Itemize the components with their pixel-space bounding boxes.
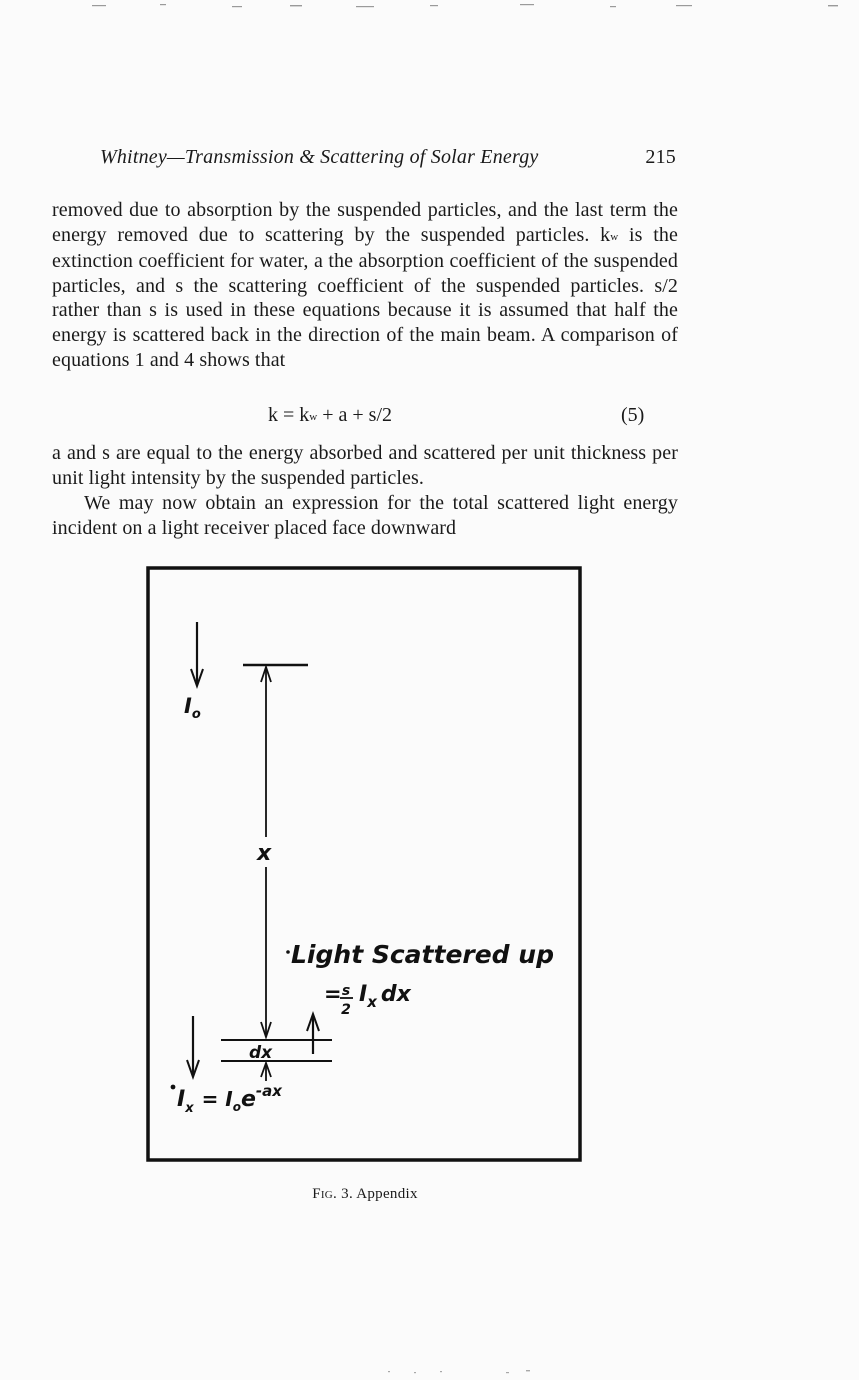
equation-body [268,404,392,427]
svg-text:s: s [341,983,351,999]
figure-diagram [145,565,583,1163]
equation-5 [52,404,678,432]
incident-arrow [191,622,203,686]
intensity-dot [171,1085,176,1090]
scatter-up-arrow [307,1014,319,1054]
paragraph-1-subscript: w [610,230,619,243]
equation-rhs: + a + s/2 [317,404,393,426]
svg-text:Ixdx: $I_x$ dx [359,982,411,1011]
paragraph-1-lead: removed due to absorption by the suspended particles, and the last term the energy removed due to scattering by the suspended particles. k [52,199,678,246]
figure-3 [145,565,583,1163]
running-header [100,146,680,176]
running-header-title: Whitney—Transmission & Scattering of Solar Energy [100,146,539,168]
incident-intensity-label: $I_o$ [184,694,201,722]
figure-caption [52,1186,678,1203]
svg-text:2: 2 [341,1002,351,1018]
scan-specks-top [0,0,859,14]
caption-fig-word: Fig. [312,1186,338,1202]
paragraph-3: We may now obtain an expression for the total scattered light energy incident on a light receiver placed face downward [52,492,678,539]
paragraph-1-rest: is the extinction coefficient for water, a the absorption coefficient of the suspended particles, and s the scattering coefficient of the suspended particles. s/2 rather than s is used in these equations because it is assumed that half the energy is scattered back in the direction of the main beam. A comparison of equations 1 and 4 shows that [52,223,678,371]
equation-number: (5) [621,404,645,426]
svg-text:=: = [324,982,342,1006]
paragraph-1 [52,198,678,372]
caption-rest: 3. Appendix [337,1186,418,1202]
intensity-equation: $I_x = I_oe^{-ax}$ [177,1082,282,1116]
scatter-dot [286,950,290,954]
depth-x-label: x [257,841,272,866]
layer-dx-label: dx [249,1043,273,1063]
equation-lhs: k = k [268,404,310,426]
transmitted-arrow [187,1016,199,1077]
paragraph-2: a and s are equal to the energy absorbed and scattered per unit thickness per unit light intensity by the suspended particles. [52,442,678,489]
layer-thickness-arrow [261,1063,271,1081]
page-number: 215 [645,146,676,168]
scatter-label: Light Scattered up [291,940,554,969]
equation-subscript: w [309,411,318,423]
scatter-equation [324,982,412,1018]
scan-specks-bottom [0,1366,859,1380]
figure-frame [148,568,580,1160]
